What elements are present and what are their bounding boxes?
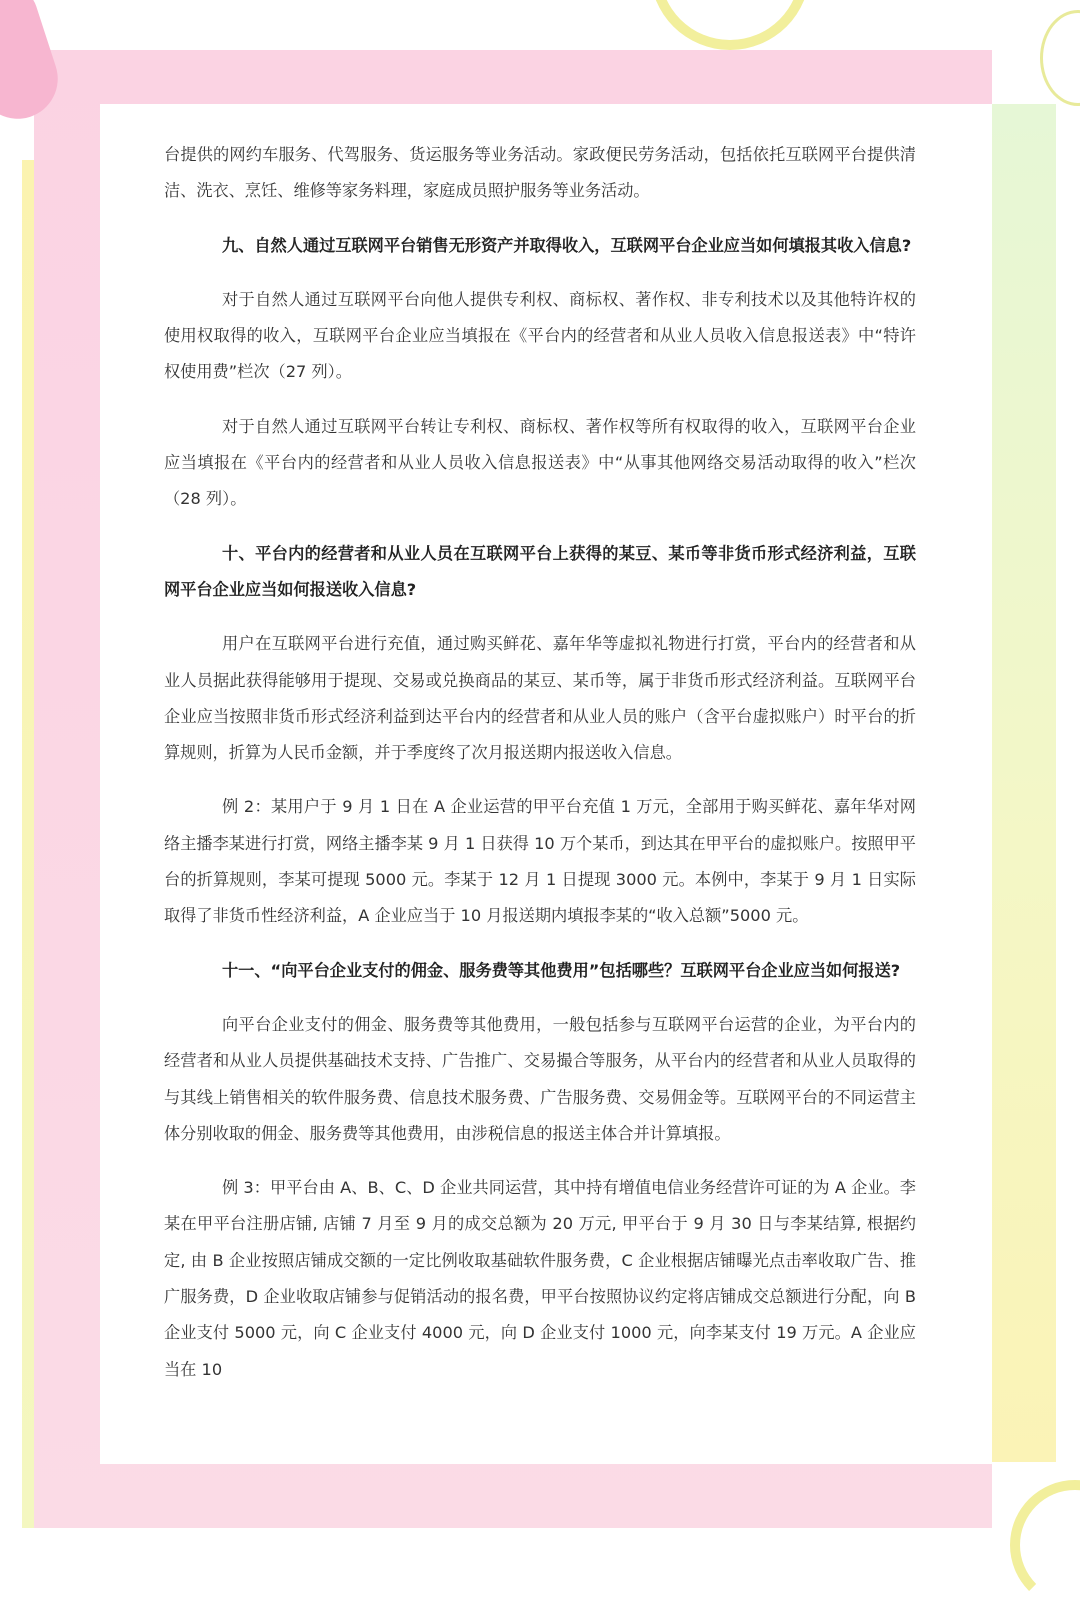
example-paragraph-2: 例 2：某用户于 9 月 1 日在 A 企业运营的甲平台充值 1 万元，全部用于购买鲜花、嘉年华对网络主播李某进行打赏，网络主播李某 9 月 1 日获得 10 万个某币，到达其在甲平台的虚拟账户。按照甲平台的折算规则，李某可提现 5000 元。李某于 12 月 1 日提现 3000 元。本例中，李某于 9 月 1 日实际取得了非货币性经济利益，A 企业应当于 10 月报送期内填报李某的“收入总额”5000 元。 [164,797,916,926]
body-paragraph: 用户在互联网平台进行充值，通过购买鲜花、嘉年华等虚拟礼物进行打赏，平台内的经营者和从业人员据此获得能够用于提现、交易或兑换商品的某豆、某币等，属于非货币形式经济利益。互联网平台企业应当按照非货币形式经济利益到达平台内的经营者和从业人员的账户（含平台虚拟账户）时平台的折算规则，折算为人民币金额，并于季度终了次月报送期内报送收入信息。 [164,634,916,763]
yellow-ring-decoration-right [1040,10,1080,106]
section-heading-9: 九、自然人通过互联网平台销售无形资产并取得收入，互联网平台企业应当如何填报其收入信息? [222,235,912,255]
body-paragraph: 向平台企业支付的佣金、服务费等其他费用，一般包括参与互联网平台运营的企业，为平台内的经营者和从业人员提供基础技术支持、广告推广、交易撮合等服务，从平台内的经营者和从业人员取得的与其线上销售相关的软件服务费、信息技术服务费、广告服务费、交易佣金等。互联网平台的不同运营主体分别收取的佣金、服务费等其他费用，由涉税信息的报送主体合并计算填报。 [164,1014,916,1143]
document-body [164,137,916,1406]
paragraph-continuation: 台提供的网约车服务、代驾服务、货运服务等业务活动。家政便民劳务活动，包括依托互联网平台提供清洁、洗衣、烹饪、维修等家务料理，家庭成员照护服务等业务活动。 [164,145,916,201]
yellow-ring-decoration-top [650,0,810,50]
section-heading-11: 十一、“向平台企业支付的佣金、服务费等其他费用”包括哪些？互联网平台企业应当如何报送? [222,960,901,980]
yellow-background-strip [22,160,34,1528]
green-background-frame [992,104,1056,1462]
section-heading-10: 十、平台内的经营者和从业人员在互联网平台上获得的某豆、某币等非货币形式经济利益，互联网平台企业应当如何报送收入信息? [164,543,916,599]
example-paragraph-3: 例 3：甲平台由 A、B、C、D 企业共同运营，其中持有增值电信业务经营许可证的为 A 企业。李某在甲平台注册店铺, 店铺 7 月至 9 月的成交总额为 20 万元, 甲平台于 9 月 30 日与李某结算, 根据约定, 由 B 企业按照店铺成交额的一定比例收取基础软件服务费，C 企业根据店铺曝光点击率收取广告、推广服务费，D 企业收取店铺参与促销活动的报名费，甲平台按照协议约定将店铺成交总额进行分配，向 B 企业支付 5000 元，向 C 企业支付 4000 元，向 D 企业支付 1000 元，向李某支付 19 万元。A 企业应当在 10 [164,1178,916,1379]
body-paragraph: 对于自然人通过互联网平台向他人提供专利权、商标权、著作权、非专利技术以及其他特许权的使用权取得的收入，互联网平台企业应当填报在《平台内的经营者和从业人员收入信息报送表》中“特许权使用费”栏次（27 列）。 [164,289,916,382]
yellow-ring-decoration-bottom [1010,1480,1080,1610]
body-paragraph: 对于自然人通过互联网平台转让专利权、商标权、著作权等所有权取得的收入，互联网平台企业应当填报在《平台内的经营者和从业人员收入信息报送表》中“从事其他网络交易活动取得的收入”栏次（28 列）。 [164,416,916,509]
